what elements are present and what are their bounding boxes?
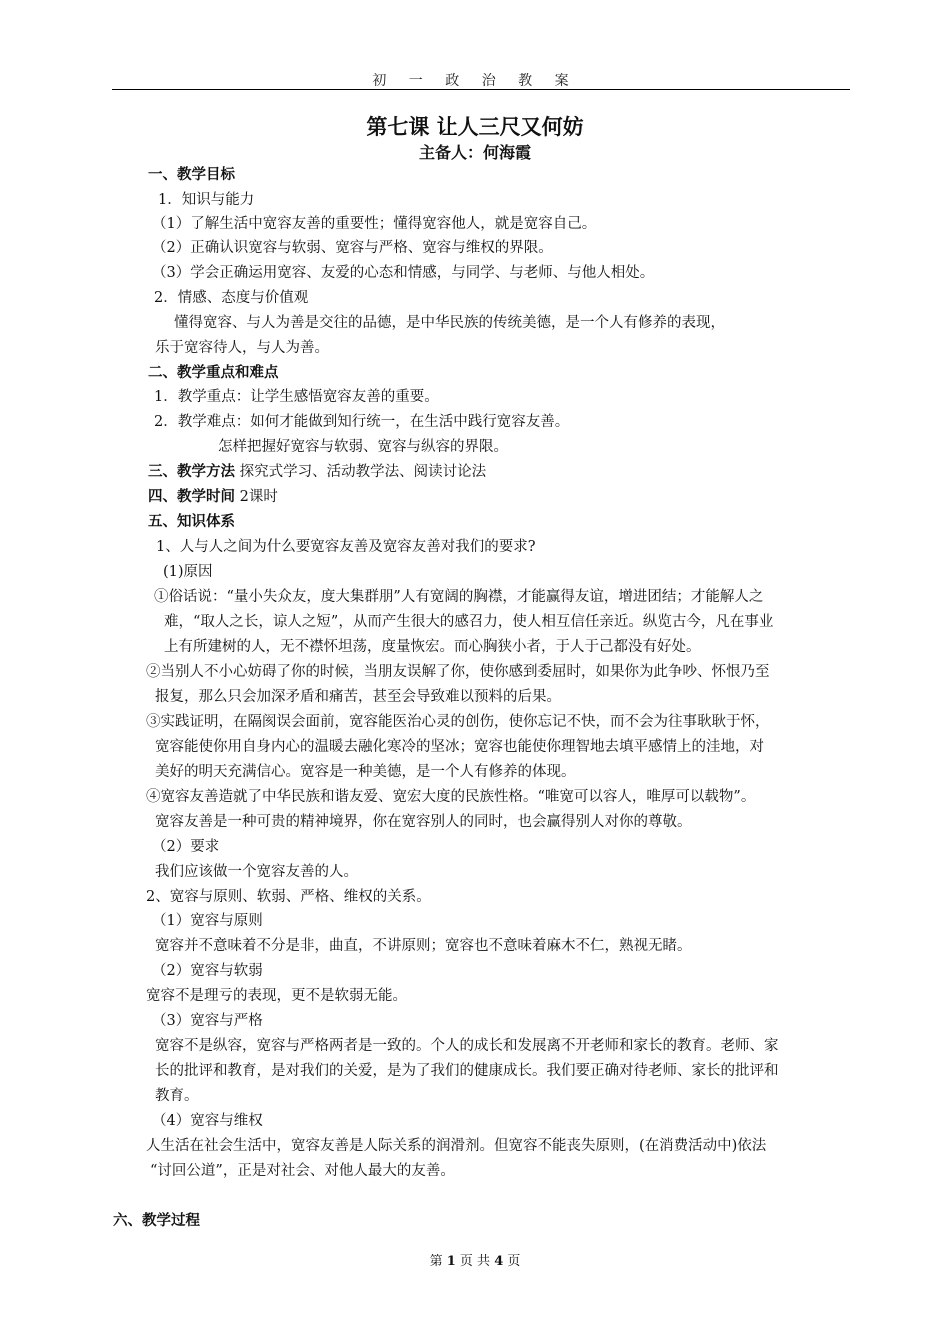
paragraph-line: 2．情感、态度与价值观 bbox=[154, 290, 309, 306]
paragraph-line: （2）要求 bbox=[152, 839, 220, 855]
paragraph-line: 1．知识与能力 bbox=[158, 192, 255, 208]
paragraph-line: ①俗话说：“量小失众友，度大集群朋”人有宽阔的胸襟，才能赢得友谊，增进团结；才能解人之 bbox=[154, 589, 764, 605]
paragraph-line: 教育。 bbox=[155, 1088, 199, 1104]
paragraph-line: “讨回公道”，正是对社会、对他人最大的友善。 bbox=[150, 1163, 455, 1179]
page-total: 4 bbox=[494, 1254, 504, 1269]
section-heading: 二、教学重点和难点 bbox=[148, 365, 279, 381]
paragraph-line: 宽容友善是一种可贵的精神境界，你在宽容别人的同时，也会赢得别人对你的尊敬。 bbox=[155, 814, 692, 830]
paragraph-line: 美好的明天充满信心。宽容是一种美德，是一个人有修养的体现。 bbox=[155, 764, 576, 780]
paragraph-line: （1）宽容与原则 bbox=[152, 913, 263, 929]
section-heading: 一、教学目标 bbox=[148, 167, 235, 183]
paragraph-line: （3）宽容与严格 bbox=[152, 1013, 263, 1029]
paragraph-line: 宽容并不意味着不分是非，曲直，不讲原则；宽容也不意味着麻木不仁，熟视无睹。 bbox=[155, 938, 692, 954]
section-heading-inline bbox=[148, 462, 486, 482]
paragraph-line: ④宽容友善造就了中华民族和谐友爱、宽宏大度的民族性格。“唯宽可以容人，唯厚可以载物”。 bbox=[146, 789, 756, 805]
paragraph-line: ③实践证明，在隔阂误会面前，宽容能医治心灵的创伤，使你忘记不快，而不会为往事耿耿于怀， bbox=[146, 714, 770, 730]
paragraph-line: （2）正确认识宽容与软弱、宽容与严格、宽容与维权的界限。 bbox=[152, 240, 553, 256]
paragraph-line: 上有所建树的人，无不襟怀坦荡，度量恢宏。而心胸狭小者，于人于己都没有好处。 bbox=[164, 639, 701, 655]
section-heading: 四、教学时间 bbox=[148, 489, 235, 505]
page-footer bbox=[0, 1250, 950, 1269]
paragraph-line: 人生活在社会生活中，宽容友善是人际关系的润滑剂。但宽容不能丧失原则，(在消费活动中)依法 bbox=[146, 1138, 767, 1154]
paragraph-line: （2）宽容与软弱 bbox=[152, 963, 263, 979]
paragraph-line: （4）宽容与维权 bbox=[152, 1113, 263, 1129]
page-number: 1 bbox=[446, 1254, 456, 1269]
paragraph-line: 1．教学重点：让学生感悟宽容友善的重要。 bbox=[154, 389, 439, 405]
footer-mid: 页 共 bbox=[459, 1254, 491, 1269]
paragraph-line: 2、宽容与原则、软弱、严格、维权的关系。 bbox=[146, 889, 431, 905]
paragraph-line: ②当别人不小心妨碍了你的时候，当朋友误解了你，使你感到委屈时，如果你为此争吵、怀恨乃至 bbox=[146, 664, 770, 680]
paragraph-line: 怎样把握好宽容与软弱、宽容与纵容的界限。 bbox=[218, 439, 508, 455]
paragraph-line: 宽容不是理亏的表现，更不是软弱无能。 bbox=[146, 988, 407, 1004]
section-content: 探究式学习、活动教学法、阅读讨论法 bbox=[239, 464, 487, 480]
paragraph-line: 报复，那么只会加深矛盾和痛苦，甚至会导致难以预料的后果。 bbox=[155, 689, 561, 705]
paragraph-line: 宽容不是纵容，宽容与严格两者是一致的。个人的成长和发展离不开老师和家长的教育。老师、家 bbox=[155, 1038, 779, 1054]
section-heading-inline bbox=[148, 487, 278, 507]
paragraph-line: 乐于宽容待人，与人为善。 bbox=[155, 340, 329, 356]
running-header: 初 一 政 治 教 案 bbox=[372, 73, 578, 89]
section-heading: 三、教学方法 bbox=[148, 464, 235, 480]
lesson-title: 第七课 让人三尺又何妨 bbox=[366, 115, 584, 139]
paragraph-line: （1）了解生活中宽容友善的重要性；懂得宽容他人，就是宽容自己。 bbox=[152, 216, 597, 232]
footer-suffix: 页 bbox=[507, 1254, 521, 1269]
paragraph-line: 我们应该做一个宽容友善的人。 bbox=[155, 864, 358, 880]
paragraph-line: 懂得宽容、与人为善是交往的品德，是中华民族的传统美德，是一个人有修养的表现， bbox=[174, 315, 725, 331]
paragraph-line: 长的批评和教育，是对我们的关爱，是为了我们的健康成长。我们要正确对待老师、家长的批评和 bbox=[155, 1063, 779, 1079]
section-heading: 六、教学过程 bbox=[113, 1213, 200, 1229]
lesson-author: 主备人：何海霞 bbox=[418, 143, 531, 162]
section-heading: 五、知识体系 bbox=[148, 514, 235, 530]
section-content: 2课时 bbox=[239, 489, 278, 505]
paragraph-line: 宽容能使你用自身内心的温暖去融化寒冷的坚冰；宽容也能使你理智地去填平感情上的洼地，对 bbox=[155, 739, 764, 755]
header-rule bbox=[112, 89, 850, 90]
footer-prefix: 第 bbox=[429, 1254, 443, 1269]
paragraph-line: (1)原因 bbox=[163, 564, 213, 580]
paragraph-line: 1、人与人之间为什么要宽容友善及宽容友善对我们的要求? bbox=[156, 539, 536, 555]
paragraph-line: 2．教学难点：如何才能做到知行统一，在生活中践行宽容友善。 bbox=[154, 414, 570, 430]
paragraph-line: （3）学会正确运用宽容、友爱的心态和情感，与同学、与老师、与他人相处。 bbox=[152, 265, 655, 281]
paragraph-line: 难，“取人之长，谅人之短”，从而产生很大的感召力，使人相互信任亲近。纵览古今，凡在事业 bbox=[164, 614, 774, 630]
